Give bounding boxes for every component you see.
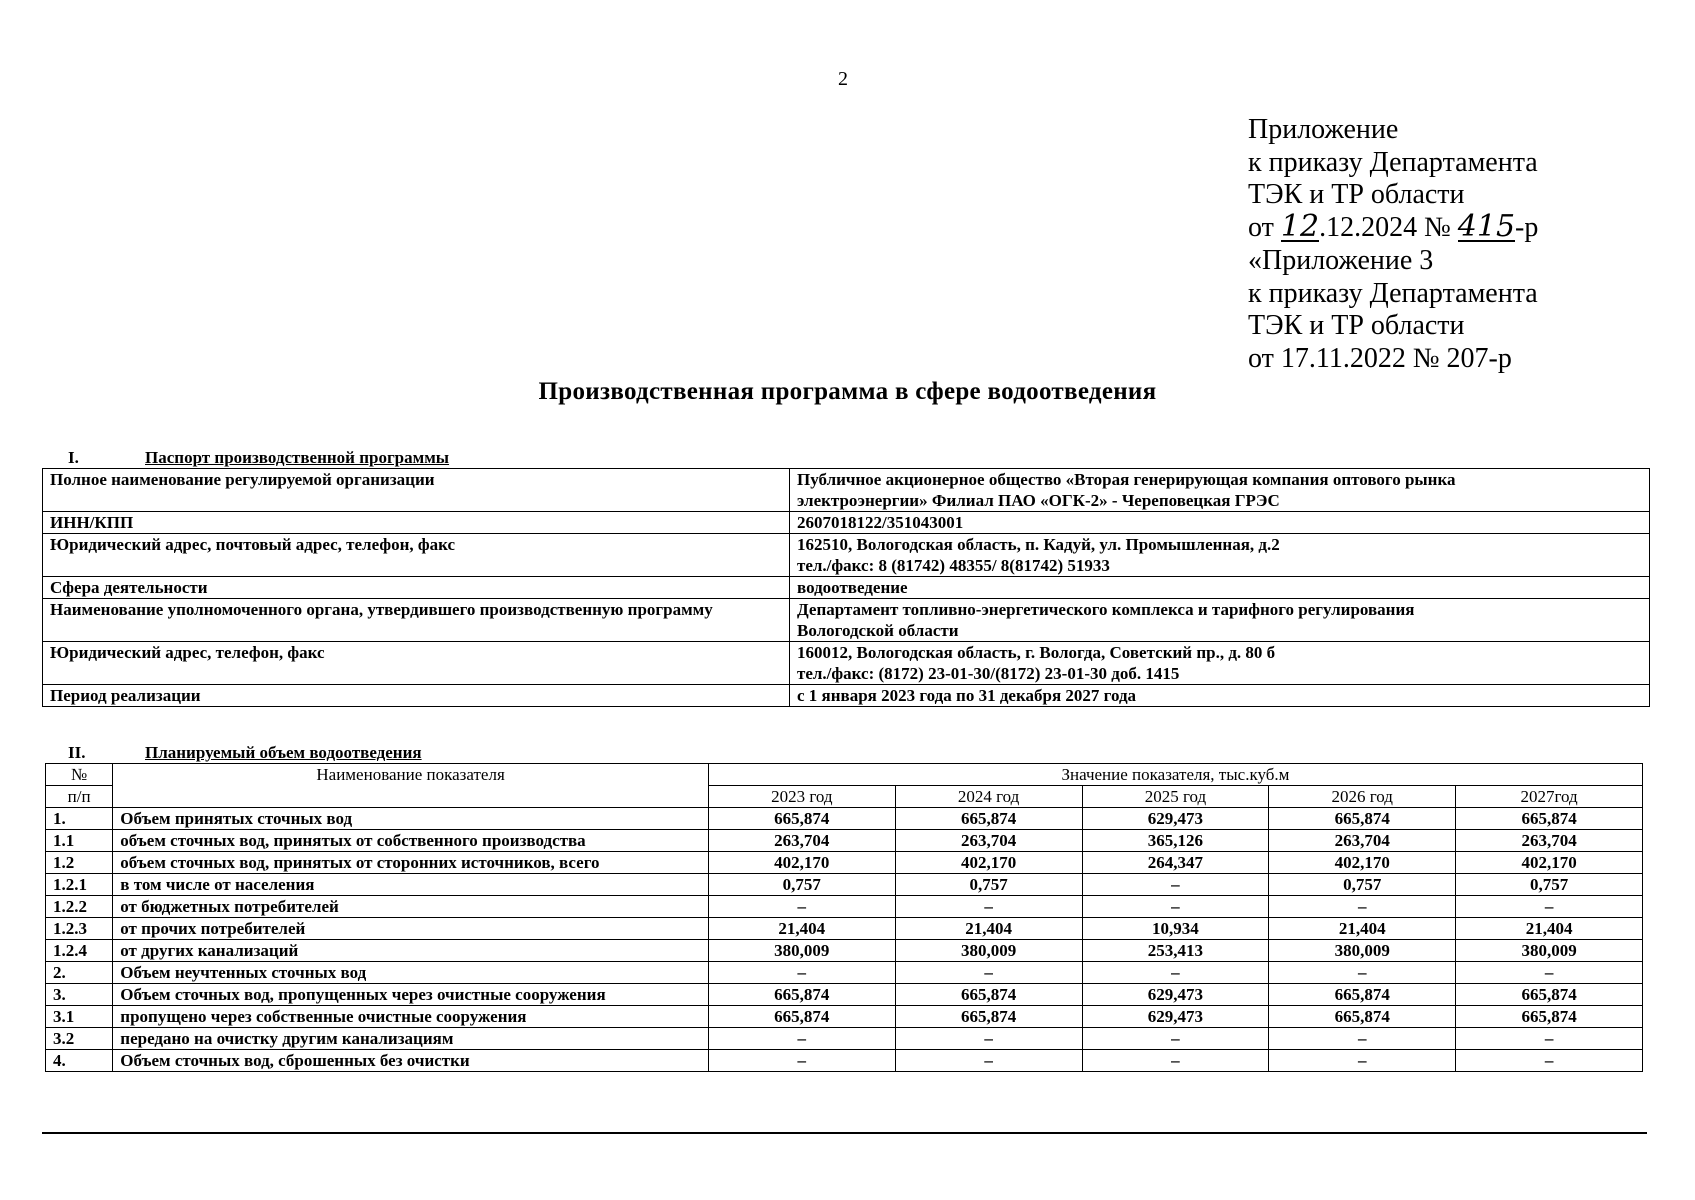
passport-value xyxy=(790,685,1650,707)
row-name: от прочих потребителей xyxy=(113,918,709,940)
row-value: – xyxy=(1082,874,1269,896)
row-value: 263,704 xyxy=(895,830,1082,852)
row-name: объем сточных вод, принятых от собственного производства xyxy=(113,830,709,852)
row-value: 380,009 xyxy=(1269,940,1456,962)
row-value: 263,704 xyxy=(708,830,895,852)
row-value: 365,126 xyxy=(1082,830,1269,852)
row-number: 4. xyxy=(46,1050,113,1072)
row-value: 665,874 xyxy=(895,1006,1082,1028)
col-number-header: № xyxy=(46,764,113,786)
passport-value-line: тел./факс: (8172) 23-01-30/(8172) 23-01-30 доб. 1415 xyxy=(797,664,1180,683)
passport-label: Сфера деятельности xyxy=(43,577,790,599)
passport-table-body xyxy=(43,469,1650,707)
appendix-block xyxy=(1248,114,1538,376)
row-value: – xyxy=(895,962,1082,984)
row-value: – xyxy=(895,1050,1082,1072)
appendix-order-date xyxy=(1248,209,1539,245)
row-value: – xyxy=(708,962,895,984)
section-2-heading xyxy=(68,743,422,763)
row-number: 1.1 xyxy=(46,830,113,852)
table-row xyxy=(46,1006,1643,1028)
row-value: 263,704 xyxy=(1456,830,1643,852)
passport-value xyxy=(790,469,1650,512)
row-value: – xyxy=(1269,1050,1456,1072)
passport-table xyxy=(42,468,1650,707)
row-value: 21,404 xyxy=(1456,918,1643,940)
table-row xyxy=(46,852,1643,874)
passport-row xyxy=(43,534,1650,577)
row-number: 1.2.2 xyxy=(46,896,113,918)
row-name: объем сточных вод, принятых от сторонних источников, всего xyxy=(113,852,709,874)
section-number: II. xyxy=(68,743,86,762)
table-row xyxy=(46,962,1643,984)
row-value: – xyxy=(1082,1028,1269,1050)
col-name-header: Наименование показателя xyxy=(113,764,709,808)
section-number: I. xyxy=(68,448,79,467)
row-value: – xyxy=(1082,1050,1269,1072)
row-value: 0,757 xyxy=(1456,874,1643,896)
appendix-line: ТЭК и ТР области xyxy=(1248,179,1465,211)
table-row xyxy=(46,830,1643,852)
appendix-line: к приказу Департамента xyxy=(1248,277,1538,309)
passport-value xyxy=(790,534,1650,577)
row-value: – xyxy=(1269,962,1456,984)
passport-value xyxy=(790,599,1650,642)
row-name: в том числе от населения xyxy=(113,874,709,896)
passport-value xyxy=(790,512,1650,534)
section-title: Планируемый объем водоотведения xyxy=(145,743,422,762)
row-number: 1.2.4 xyxy=(46,940,113,962)
row-name: Объем принятых сточных вод xyxy=(113,808,709,830)
row-value: – xyxy=(1082,962,1269,984)
passport-label: Полное наименование регулируемой организации xyxy=(43,469,790,512)
row-value: 665,874 xyxy=(1456,1006,1643,1028)
passport-value-line: тел./факс: 8 (81742) 48355/ 8(81742) 51933 xyxy=(797,556,1110,575)
row-number: 1.2.3 xyxy=(46,918,113,940)
year-header: 2027год xyxy=(1456,786,1643,808)
row-value: 263,704 xyxy=(1269,830,1456,852)
row-value: 665,874 xyxy=(708,808,895,830)
row-value: 0,757 xyxy=(1269,874,1456,896)
passport-value-line: с 1 января 2023 года по 31 декабря 2027 года xyxy=(797,686,1137,705)
passport-row xyxy=(43,469,1650,512)
passport-value-line: электроэнергии» Филиал ПАО «ОГК-2» - Череповецкая ГРЭС xyxy=(797,491,1280,510)
row-value: 21,404 xyxy=(1269,918,1456,940)
row-number: 1. xyxy=(46,808,113,830)
row-value: – xyxy=(708,1050,895,1072)
row-name: передано на очистку другим канализациям xyxy=(113,1028,709,1050)
table-row xyxy=(46,984,1643,1006)
row-value: 402,170 xyxy=(708,852,895,874)
row-value: 264,347 xyxy=(1082,852,1269,874)
row-value: – xyxy=(1456,962,1643,984)
row-number: 3. xyxy=(46,984,113,1006)
row-value: 402,170 xyxy=(895,852,1082,874)
row-number: 3.1 xyxy=(46,1006,113,1028)
passport-value xyxy=(790,642,1650,685)
handwritten-order-number: 415 xyxy=(1457,209,1516,245)
passport-label: Наименование уполномоченного органа, утвердившего производственную программу xyxy=(43,599,790,642)
row-value: 665,874 xyxy=(1269,1006,1456,1028)
row-value: 21,404 xyxy=(895,918,1082,940)
passport-label: Период реализации xyxy=(43,685,790,707)
row-value: 380,009 xyxy=(895,940,1082,962)
row-number: 2. xyxy=(46,962,113,984)
passport-row xyxy=(43,577,1650,599)
row-value: – xyxy=(1269,896,1456,918)
year-header: 2024 год xyxy=(895,786,1082,808)
row-name: от бюджетных потребителей xyxy=(113,896,709,918)
appendix-line: ТЭК и ТР области xyxy=(1248,310,1465,342)
col-values-header: Значение показателя, тыс.куб.м xyxy=(708,764,1642,786)
passport-value-line: 162510, Вологодская область, п. Кадуй, ул. Промышленная, д.2 xyxy=(797,535,1280,554)
row-value: – xyxy=(1456,1050,1643,1072)
passport-row xyxy=(43,512,1650,534)
row-value: – xyxy=(1269,1028,1456,1050)
row-value: 665,874 xyxy=(895,808,1082,830)
passport-value-line: 2607018122/351043001 xyxy=(797,513,964,532)
passport-label: ИНН/КПП xyxy=(43,512,790,534)
row-value: – xyxy=(1456,896,1643,918)
row-value: 21,404 xyxy=(708,918,895,940)
volume-table xyxy=(45,763,1643,1072)
passport-value-line: Публичное акционерное общество «Вторая генерирующая компания оптового рынка xyxy=(797,470,1456,489)
appendix-line: Приложение xyxy=(1248,114,1399,145)
passport-value xyxy=(790,577,1650,599)
order-suffix: -р xyxy=(1515,212,1539,244)
row-value: – xyxy=(895,1028,1082,1050)
row-value: 402,170 xyxy=(1456,852,1643,874)
row-value: 253,413 xyxy=(1082,940,1269,962)
col-number-header: п/п xyxy=(46,786,113,808)
row-value: 0,757 xyxy=(895,874,1082,896)
row-value: 0,757 xyxy=(708,874,895,896)
row-name: Объем сточных вод, пропущенных через очистные сооружения xyxy=(113,984,709,1006)
passport-row xyxy=(43,685,1650,707)
table-row xyxy=(46,896,1643,918)
table-row xyxy=(46,1028,1643,1050)
row-number: 3.2 xyxy=(46,1028,113,1050)
year-header: 2023 год xyxy=(708,786,895,808)
row-value: – xyxy=(1082,896,1269,918)
volume-table-body xyxy=(46,764,1643,1072)
row-value: 402,170 xyxy=(1269,852,1456,874)
passport-value-line: Департамент топливно-энергетического комплекса и тарифного регулирования xyxy=(797,600,1415,619)
row-value: – xyxy=(708,1028,895,1050)
row-value: 665,874 xyxy=(708,984,895,1006)
passport-label: Юридический адрес, почтовый адрес, телефон, факс xyxy=(43,534,790,577)
date-rest: .12.2024 № xyxy=(1319,212,1451,244)
row-value: 380,009 xyxy=(1456,940,1643,962)
row-number: 1.2 xyxy=(46,852,113,874)
volume-header-row xyxy=(46,764,1643,786)
appendix-line: к приказу Департамента xyxy=(1248,146,1538,178)
row-value: 665,874 xyxy=(895,984,1082,1006)
section-1-heading xyxy=(68,448,449,468)
row-name: Объем неучтенных сточных вод xyxy=(113,962,709,984)
appendix-line: «Приложение 3 xyxy=(1248,244,1434,276)
row-value: 665,874 xyxy=(1456,808,1643,830)
row-name: от других канализаций xyxy=(113,940,709,962)
row-value: 665,874 xyxy=(1269,808,1456,830)
appendix-line: от 17.11.2022 № 207-р xyxy=(1248,342,1512,374)
row-number: 1.2.1 xyxy=(46,874,113,896)
passport-value-line: 160012, Вологодская область, г. Вологда, Советский пр., д. 80 б xyxy=(797,643,1276,662)
date-prefix: от xyxy=(1248,212,1274,244)
row-value: – xyxy=(1456,1028,1643,1050)
row-value: 665,874 xyxy=(1269,984,1456,1006)
handwritten-day: 12 xyxy=(1280,209,1320,245)
table-row xyxy=(46,874,1643,896)
bottom-rule xyxy=(42,1132,1647,1134)
row-value: – xyxy=(895,896,1082,918)
passport-label: Юридический адрес, телефон, факс xyxy=(43,642,790,685)
page-number: 2 xyxy=(838,68,848,90)
row-value: – xyxy=(708,896,895,918)
row-value: 629,473 xyxy=(1082,1006,1269,1028)
passport-row xyxy=(43,599,1650,642)
row-value: 665,874 xyxy=(708,1006,895,1028)
year-header: 2025 год xyxy=(1082,786,1269,808)
table-row xyxy=(46,918,1643,940)
passport-value-line: Вологодской области xyxy=(797,621,959,640)
row-name: пропущено через собственные очистные сооружения xyxy=(113,1006,709,1028)
row-value: 629,473 xyxy=(1082,984,1269,1006)
section-title: Паспорт производственной программы xyxy=(145,448,450,467)
row-value: 629,473 xyxy=(1082,808,1269,830)
year-header: 2026 год xyxy=(1269,786,1456,808)
row-name: Объем сточных вод, сброшенных без очистки xyxy=(113,1050,709,1072)
table-row xyxy=(46,1050,1643,1072)
row-value: 665,874 xyxy=(1456,984,1643,1006)
table-row xyxy=(46,940,1643,962)
table-row xyxy=(46,808,1643,830)
passport-value-line: водоотведение xyxy=(797,578,908,597)
passport-row xyxy=(43,642,1650,685)
row-value: 10,934 xyxy=(1082,918,1269,940)
row-value: 380,009 xyxy=(708,940,895,962)
document-title: Производственная программа в сфере водоотведения xyxy=(538,378,1157,405)
